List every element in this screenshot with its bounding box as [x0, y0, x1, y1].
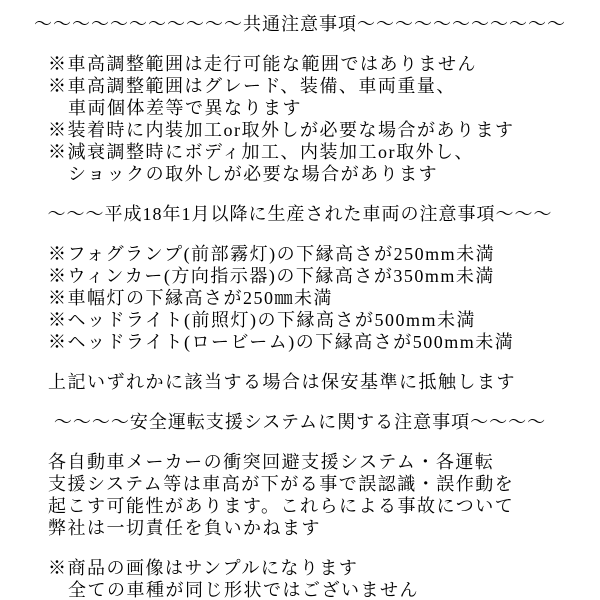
- text-line: ※ヘッドライト(ロービーム)の下縁高さが500mm未満: [48, 332, 515, 352]
- text-line: 全ての車種が同じ形状ではございません: [68, 580, 419, 600]
- paragraph: [0, 371, 600, 393]
- text-line: ※車高調整範囲はグレード、装備、車両重量、: [48, 76, 456, 96]
- text-line: ※商品の画像はサンプルになります: [48, 558, 359, 578]
- text-line: ※減衰調整時にボディ加工、内装加工or取外し、: [48, 142, 475, 162]
- text-line: 各自動車メーカーの衝突回避支援システム・各運転: [48, 452, 495, 472]
- section-header: ～～～平成18年1月以降に生産された車両の注意事項～～～: [47, 204, 553, 224]
- text-line: 起こす可能性があります。これらによる事故について: [48, 496, 515, 516]
- text-line: 上記いずれかに該当する場合は保安基準に抵触します: [48, 372, 516, 392]
- text-line: ※車高調整範囲は走行可能な範囲ではありません: [48, 54, 477, 74]
- text-line: ※ウィンカー(方向指示器)の下縁高さが350mm未満: [48, 266, 495, 286]
- text-line: ※フォグランプ(前部霧灯)の下縁高さが250mm未満: [48, 244, 496, 264]
- text-line: ※装着時に内装加工or取外しが必要な場合があります: [48, 120, 515, 140]
- text-line: ※ヘッドライト(前照灯)の下縁高さが500mm未満: [48, 310, 476, 330]
- paragraph: [0, 451, 600, 539]
- text-line: ショックの取外しが必要な場合があります: [68, 164, 439, 184]
- paragraph: [0, 53, 600, 185]
- paragraph: [0, 243, 600, 353]
- document-content: [0, 13, 600, 600]
- paragraph: [0, 557, 600, 600]
- section-header: ～～～～安全運転支援システムに関する注意事項～～～～: [53, 412, 547, 432]
- text-line: 支援システム等は車高が下がる事で誤認識・誤作動を: [48, 474, 515, 494]
- text-line: ※車幅灯の下縁高さが250㎜未満: [48, 288, 333, 308]
- text-line: 車両個体差等で異なります: [68, 98, 302, 118]
- text-line: 弊社は一切責任を負いかねます: [48, 518, 321, 538]
- section-header: ～～～～～～～～～～～共通注意事項～～～～～～～～～～～: [34, 14, 566, 34]
